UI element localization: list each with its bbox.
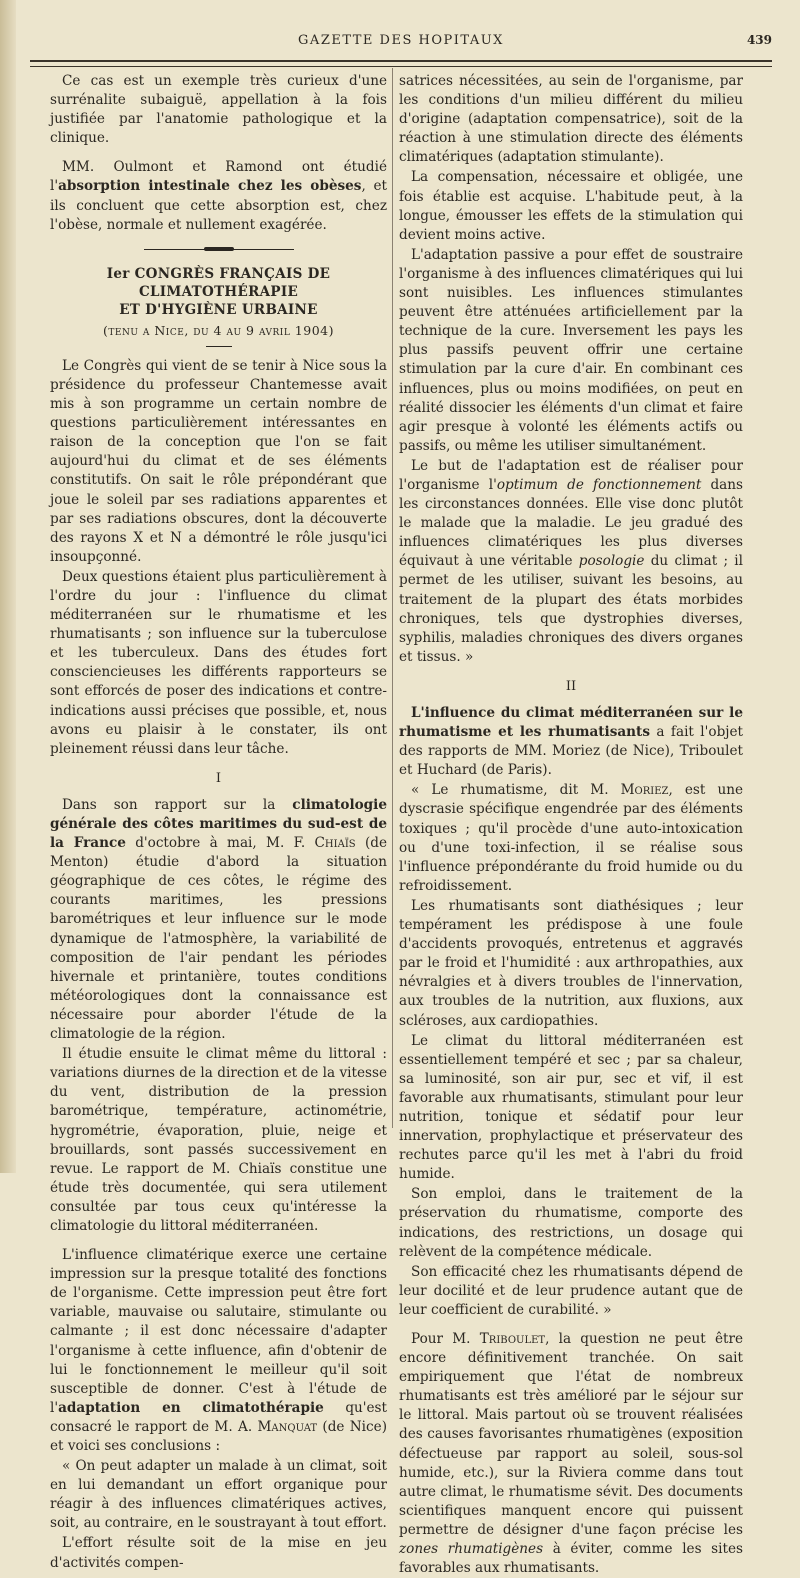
page-header xyxy=(30,30,772,52)
page-binding-edge xyxy=(0,0,16,1173)
paragraph: Deux questions étaient plus particulièrement à l'ordre du jour : l'influence du climat méditerranéen sur le rhumatisme et les rhumatisants ; son influence sur la tuberculose et les tuberculeux. Dans des études fort consciencieuses les différents rapporteurs se sont efforcés de poser des indications et contre-indications aussi précises que possible, et, nous avons eu plaisir à le constater, ils ont pleinement réussi dans leur tâche. xyxy=(50,568,387,757)
paragraph: L'adaptation passive a pour effet de soustraire l'organisme à des influences climatériques qui lui sont nuisibles. Les influences stimulantes peuvent être atténuées artificiellement par la technique de la cure. Inversement les pays les plus passifs peuvent offrir une certaine stimulation par la cure d'air. En combinant ces influences, plus ou moins modifiées, on peut en réalité dissocier les éléments d'un climat et faire agir presque à volonté les éléments actifs ou passifs, ou même les utiliser simultanément. xyxy=(399,246,743,454)
section-number: I xyxy=(215,770,222,786)
right-column xyxy=(399,72,743,1578)
short-rule xyxy=(206,346,232,347)
ornament-divider xyxy=(144,245,294,253)
paragraph: L'influence du climat méditerranéen sur le rhumatisme et les rhumatisants a fait l'objet des rapports de MM. Moriez (de Nice), Triboulet et Huchard (de Paris). xyxy=(399,705,743,779)
congress-title: Ier CONGRÈS FRANÇAIS DE CLIMATOTHÉRAPIE ET D'HYGIÈNE URBAINE xyxy=(106,265,331,318)
paragraph: satrices nécessitées, au sein de l'organisme, par les conditions d'un milieu différent du milieu d'origine (adaptation compensatrice), soit de la réaction à une stimulation directe des éléments climatériques (adaptation stimulante). xyxy=(399,73,743,166)
paragraph: Le climat du littoral méditerranéen est essentiellement tempéré et sec ; par sa chaleur, sa luminosité, son air pur, sec et vif, il est favorable aux rhumatisants, stimulant pour leur nutrition, tonique et sédatif pour leur innervation, prophylactique et préservateur des rechutes parce qu'il les met à l'abri du froid humide. xyxy=(399,1032,743,1183)
paragraph: « On peut adapter un malade à un climat, soit en lui demandant un effort organique pour réagir à des influences climatériques actives, soit, au contraire, en le soustrayant à tout effort. xyxy=(50,1458,387,1532)
paragraph: Son efficacité chez les rhumatisants dépend de leur docilité et de leur prudence autant que de leur coefficient de curabilité. » xyxy=(399,1263,743,1318)
paragraph: L'effort résulte soit de la mise en jeu d'activités compen- xyxy=(50,1535,387,1571)
paragraph: Le but de l'adaptation est de réaliser pour l'organisme l'optimum de fonctionnement dans les circonstances données. Elle vise donc plutôt le malade que la maladie. Le jeu gradué des influences climatériques les plus diverses équivaut à une véritable posologie du climat ; il permet de les utiliser, suivant les besoins, au traitement de la plupart des états morbides chroniques, tels que dystrophies diverses, syphilis, maladies chroniques des divers organes et tissus. » xyxy=(399,457,744,665)
journal-title: GAZETTE DES HOPITAUX xyxy=(298,33,504,48)
section-number: II xyxy=(565,678,577,694)
paragraph: Il étudie ensuite le climat même du littoral : variations diurnes de la direction et de la vitesse du vent, distribution de la pression barométrique, température, actinométrie, hygrométrie, évaporation, pluie, neige et brouillards, sont passés successivement en revue. Le rapport de M. Chiaïs constitue une étude très documentée, qui sera utilement consultée par tous ceux qu'intéresse la climatologie du littoral méditerranéen. xyxy=(50,1046,387,1234)
paragraph: L'influence climatérique exerce une certaine impression sur la presque totalité des fonctions de l'organisme. Cette impression peut être fort variable, mauvaise ou salutaire, stimulante ou calmante ; il est donc nécessaire d'adapter l'organisme à cette influence, afin d'obtenir de lui le fonctionnement le meilleur qu'il soit susceptible de donner. C'est à l'étude de l'adaptation en climatothérapie qu'est consacré le rapport de M. A. Manquat (de Nice) et voici ses conclusions : xyxy=(50,1247,387,1454)
congress-subtitle: (tenu a Nice, du 4 au 9 avril 1904) xyxy=(103,322,334,338)
column-divider xyxy=(392,68,393,1128)
paragraph: La compensation, nécessaire et obligée, une fois établie est acquise. L'habitude peut, à la longue, émousser les effets de la stimulation qui devient moins active. xyxy=(399,169,743,243)
page-number: 439 xyxy=(746,33,772,47)
header-rule xyxy=(30,60,772,67)
paragraph: Ce cas est un exemple très curieux d'une surrénalite subaiguë, appellation à la fois justifiée par l'anatomie pathologique et la clinique. xyxy=(50,73,387,147)
paragraph: Les rhumatisants sont diathésiques ; leur tempérament les prédispose à une foule d'accidents provoqués, entretenus et aggravés par le froid et l'humidité : aux arthropathies, aux névralgies et à divers troubles de l'innervation, aux troubles de la nutrition, aux fluxions, aux scléroses, aux cardiopathies. xyxy=(399,897,743,1029)
paragraph: MM. Oulmont et Ramond ont étudié l'absorption intestinale chez les obèses, et ils concluent que cette absorption est, chez l'obèse, normale et nullement exagérée. xyxy=(50,159,387,233)
paragraph: « Le rhumatisme, dit M. Moriez, est une dyscrasie spécifique engendrée par des éléments toxiques ; qu'il procède d'une auto-intoxication ou d'une toxi-infection, il se réalise sous l'influence prépondérante du froid humide ou du refroidissement. xyxy=(399,782,743,894)
paragraph: Le Congrès qui vient de se tenir à Nice sous la présidence du professeur Chantemesse avait mis à son programme un certain nombre de questions particulièrement intéressantes en raison de la conception que l'on se fait aujourd'hui du climat et de ses éléments constitutifs. On sait le rôle prépondérant que joue le soleil par ses radiations apparentes et par ses radiations obscures, dont la découverte des rayons X et N a démontré le rôle jusqu'ici insoupçonné. xyxy=(50,357,387,565)
paragraph: Pour M. Triboulet, la question ne peut être encore définitivement tranchée. On sait empiriquement que l'état de nombreux rhumatisants est très amélioré par le séjour sur le littoral. Mais partout où se trouvent réalisées des causes favorisantes rhumatigènes (exposition défectueuse par rapport au soleil, sous-sol humide, etc.), sur la Riviera comme dans tout autre climat, le rhumatisme sévit. Des documents scientifiques manquent encore qui puissent permettre de désigner d'une façon précise les zones rhumatigènes à éviter, comme les sites favorables aux rhumatisants. xyxy=(399,1331,744,1577)
paragraph: Dans son rapport sur la climatologie générale des côtes maritimes du sud-est de la France d'octobre à mai, M. F. Chiaïs (de Menton) étudie d'abord la situation géographique de ces côtes, le régime des courants maritimes, les pressions barométriques et leur influence sur le mode dynamique de l'atmosphère, la variabilité de composition de l'air pendant les périodes hivernale et printanière, toutes conditions météorologiques dont la connaissance est nécessaire pour aborder l'étude de la climatologie de la région. xyxy=(50,796,387,1043)
paragraph: Son emploi, dans le traitement de la préservation du rhumatisme, comporte des indications, des restrictions, un dosage qui relèvent de la compétence médicale. xyxy=(399,1186,743,1260)
left-column xyxy=(50,72,387,1573)
